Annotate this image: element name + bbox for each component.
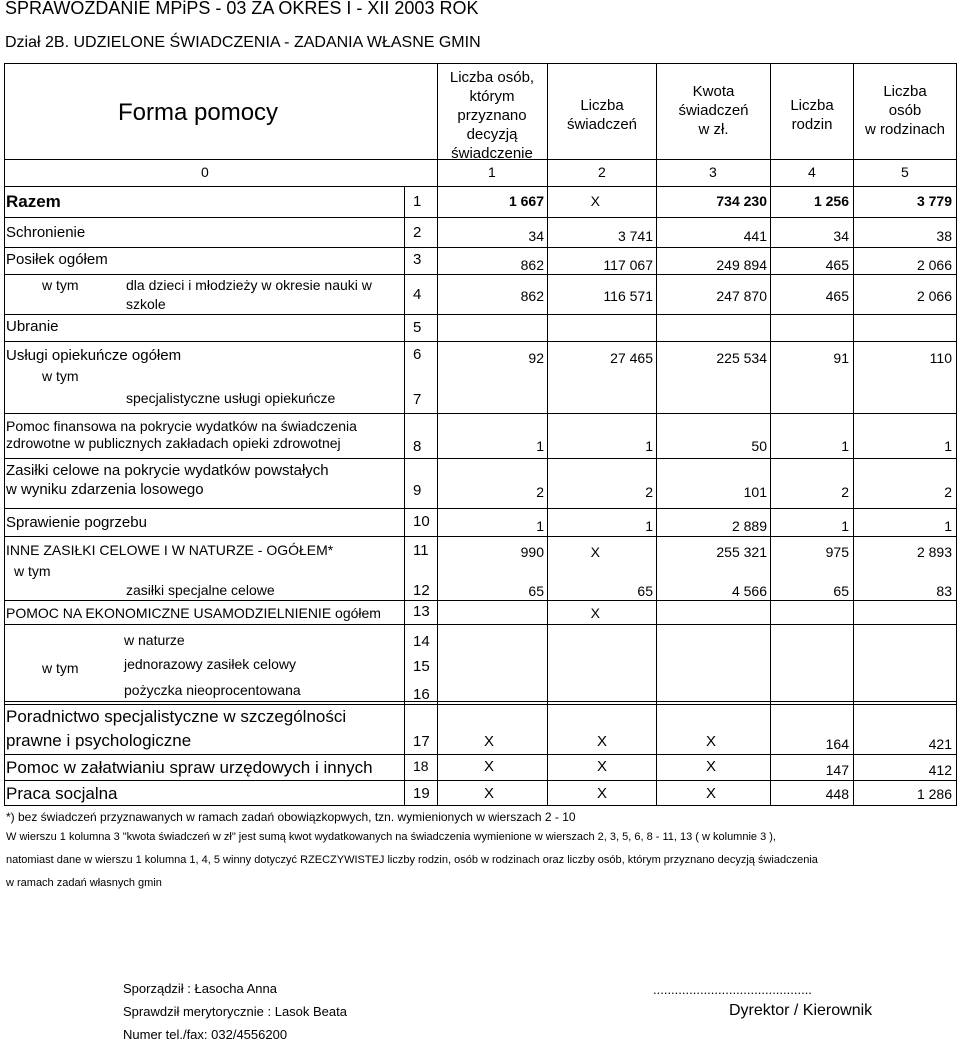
cell: 975 [825, 544, 849, 560]
header-col3-line: w zł. [698, 121, 729, 138]
cell: 225 534 [716, 350, 767, 366]
row-number: 14 [413, 633, 430, 650]
cell: 3 779 [916, 193, 952, 209]
cell: 412 [928, 762, 952, 778]
row-label-specjalne: zasiłki specjalne celowe [126, 582, 275, 598]
row-number: 6 [413, 346, 422, 363]
row-number: 18 [413, 758, 429, 774]
cell: 92 [528, 350, 544, 366]
row-label-zasilki-a: Zasiłki celowe na pokrycie wydatków powstałych [6, 462, 329, 479]
header-col1-line: Liczba osób, [449, 69, 535, 86]
phone-fax: Numer tel./fax: 032/4556200 [123, 1027, 288, 1042]
row-label-ubranie: Ubranie [6, 318, 59, 335]
header-col5-line: Liczba [883, 83, 927, 100]
row-number: 9 [413, 482, 422, 499]
row-label-poradnictwo-b: prawne i psychologiczne [6, 731, 192, 750]
cell: 2 066 [916, 288, 952, 304]
row-number: 2 [413, 224, 422, 241]
cell: 1 667 [508, 193, 544, 209]
row-number: 16 [413, 686, 430, 703]
cell: 247 870 [716, 288, 767, 304]
row-number: 8 [413, 438, 422, 455]
cell: 117 067 [603, 257, 653, 273]
header-col1-line: którym [469, 88, 515, 105]
cell: 255 321 [716, 544, 767, 560]
row-label-pogrzeb: Sprawienie pogrzebu [6, 514, 147, 531]
cell: 1 [944, 438, 952, 454]
header-col3-line: Kwota [692, 83, 735, 100]
cell: 65 [637, 583, 653, 599]
cell: 1 [841, 518, 849, 534]
cell: 2 [944, 484, 952, 500]
cell: 101 [743, 484, 767, 500]
cell: 1 256 [813, 193, 849, 209]
row-label-poradnictwo-a: Poradnictwo specjalistyczne w szczególności [6, 707, 347, 726]
row-number: 4 [413, 286, 422, 303]
cell: X [590, 193, 600, 209]
header-col3 [657, 82, 770, 139]
cell: 65 [833, 583, 849, 599]
cell: 1 [536, 518, 544, 534]
header-col4-line: Liczba [790, 97, 834, 114]
header-col4-line: rodzin [791, 116, 833, 133]
colnum-0: 0 [201, 164, 209, 180]
cell: 1 [536, 438, 544, 454]
header-col5 [854, 82, 956, 139]
header-forma-pomocy: Forma pomocy [118, 99, 279, 126]
header-col5-line: osób [888, 102, 922, 119]
row-number: 15 [413, 658, 430, 675]
row-label-pomoc-fin-b: zdrowotne w publicznych zakładach opieki zdrowotnej [6, 435, 341, 451]
row-label-ekonomiczne: POMOC NA EKONOMICZNE USAMODZIELNIENIE ogółem [6, 605, 381, 621]
row-label-dzieci-a: dla dzieci i młodzieży w okresie nauki w [126, 277, 372, 293]
header-col5-line: w rodzinach [864, 121, 946, 138]
row-wtym-4: w tym [42, 277, 79, 293]
cell: X [596, 733, 607, 750]
cell: 421 [928, 736, 952, 752]
header-col1-line: przyznano [457, 107, 527, 124]
cell: 27 465 [610, 350, 653, 366]
row-label-zasilki-b: w wyniku zdarzenia losowego [6, 481, 204, 498]
prepared-by: Sporządził : Łasocha Anna [123, 981, 277, 996]
row-number: 11 [413, 542, 429, 559]
signature-dots: ............................................ [653, 982, 812, 997]
row-label-schronienie: Schronienie [6, 224, 86, 241]
colnum-5: 5 [901, 164, 909, 180]
header-col3-line: świadczeń [678, 102, 749, 119]
cell: X [483, 733, 494, 750]
row-label-posilek: Posiłek ogółem [6, 251, 108, 268]
row-label-praca: Praca socjalna [6, 784, 118, 803]
cell: X [483, 758, 494, 775]
section-title: Dział 2B. UDZIELONE ŚWIADCZENIA - ZADANIA WŁASNE GMIN [5, 34, 481, 51]
row-number: 1 [413, 193, 422, 210]
row-label-inne: INNE ZASIŁKI CELOWE I W NATURZE - OGÓŁEM* [6, 542, 334, 558]
cell: 3 741 [617, 228, 653, 244]
cell: 2 893 [916, 544, 952, 560]
cell: X [705, 733, 716, 750]
row-number: 19 [413, 785, 430, 802]
cell: 2 [645, 484, 653, 500]
row-label-naturze: w naturze [124, 632, 185, 648]
cell: 862 [520, 288, 544, 304]
cell: 34 [833, 228, 849, 244]
row-number: 5 [413, 319, 422, 336]
cell: 465 [825, 288, 849, 304]
row-number: 3 [413, 251, 422, 268]
cell: 164 [825, 736, 849, 752]
colnum-1: 1 [488, 164, 496, 180]
header-col2-line: Liczba [580, 97, 624, 114]
cell: 50 [751, 438, 767, 454]
cell: X [596, 785, 607, 802]
cell: 38 [936, 228, 952, 244]
header-col1 [438, 68, 546, 163]
header-col2 [548, 96, 656, 134]
cell: 465 [825, 257, 849, 273]
colnum-3: 3 [709, 164, 717, 180]
cell: 249 894 [716, 257, 767, 273]
report-title: SPRAWOZDANIE MPiPS - 03 ZA OKRES I - XII 2003 ROK [5, 0, 479, 18]
cell: 2 066 [916, 257, 952, 273]
header-col2-line: świadczeń [566, 116, 638, 133]
row-number: 7 [413, 391, 422, 408]
note-line-1: W wierszu 1 kolumna 3 "kwota świadczeń w zł" jest sumą kwot wydatkowanych na świadczenia wymienione w wierszach 2, 3, 5, 6, 8 - 11, 13 ( w kolumnie 3 ), [6, 831, 776, 843]
cell: 116 571 [603, 288, 653, 304]
cell: X [705, 785, 716, 802]
row-label-dzieci-b: szkole [126, 296, 166, 312]
cell: 441 [743, 228, 767, 244]
row-label-pozyczka: pożyczka nieoprocentowana [124, 682, 301, 698]
cell: 1 [645, 438, 653, 454]
cell: X [590, 544, 600, 560]
row-wtym-14: w tym [42, 660, 79, 676]
colnum-2: 2 [598, 164, 606, 180]
cell: 1 [944, 518, 952, 534]
cell: 1 [841, 438, 849, 454]
cell: 34 [528, 228, 544, 244]
cell: 1 [645, 518, 653, 534]
note-line-2: natomiast dane w wierszu 1 kolumna 1, 4, 5 winny dotyczyć RZECZYWISTEJ liczby rodzin, osób w rodzinach oraz liczby osób, którym przyznano decyzją świadczenia [6, 854, 818, 866]
cell: 448 [825, 786, 849, 802]
row-wtym-7: w tym [42, 368, 79, 384]
cell: 65 [528, 583, 544, 599]
director-label: Dyrektor / Kierownik [729, 1002, 873, 1019]
cell: X [596, 758, 607, 775]
checked-by: Sprawdził merytorycznie : Lasok Beata [123, 1004, 347, 1019]
cell: 734 230 [716, 193, 767, 209]
cell: 4 566 [731, 583, 767, 599]
row-label-uslugi: Usługi opiekuńcze ogółem [6, 347, 182, 364]
cell: 83 [936, 583, 952, 599]
cell: X [483, 785, 494, 802]
colnum-4: 4 [808, 164, 816, 180]
cell: X [705, 758, 716, 775]
cell: 110 [929, 350, 952, 366]
cell: 2 [536, 484, 544, 500]
row-label-pomoc-fin-a: Pomoc finansowa na pokrycie wydatków na świadczenia [6, 418, 357, 434]
row-number: 13 [413, 603, 430, 620]
cell: X [590, 605, 600, 621]
row-label-razem: Razem [6, 192, 61, 211]
row-number: 12 [413, 582, 430, 599]
header-col1-line: świadczenie [451, 145, 533, 162]
row-wtym-12: w tym [14, 563, 51, 579]
cell: 91 [833, 350, 849, 366]
row-label-specjalistyczne: specjalistyczne usługi opiekuńcze [126, 390, 336, 406]
row-label-sprawy: Pomoc w załatwianiu spraw urzędowych i innych [6, 758, 373, 777]
cell: 2 889 [731, 518, 767, 534]
cell: 1 286 [916, 786, 952, 802]
cell: 147 [825, 762, 849, 778]
row-number: 10 [413, 513, 430, 530]
header-col4 [771, 96, 853, 134]
row-label-jednorazowy: jednorazowy zasiłek celowy [124, 656, 296, 672]
cell: 990 [520, 544, 544, 560]
cell: 2 [841, 484, 849, 500]
cell: 862 [520, 257, 544, 273]
note-footnote: *) bez świadczeń przyznawanych w ramach zadań obowiązkopwych, tzn. wymienionych w wierszach 2 - 10 [6, 810, 576, 824]
note-line-3: w ramach zadań własnych gmin [6, 877, 162, 889]
header-col1-line: decyzją [466, 126, 518, 143]
row-number: 17 [413, 733, 430, 750]
